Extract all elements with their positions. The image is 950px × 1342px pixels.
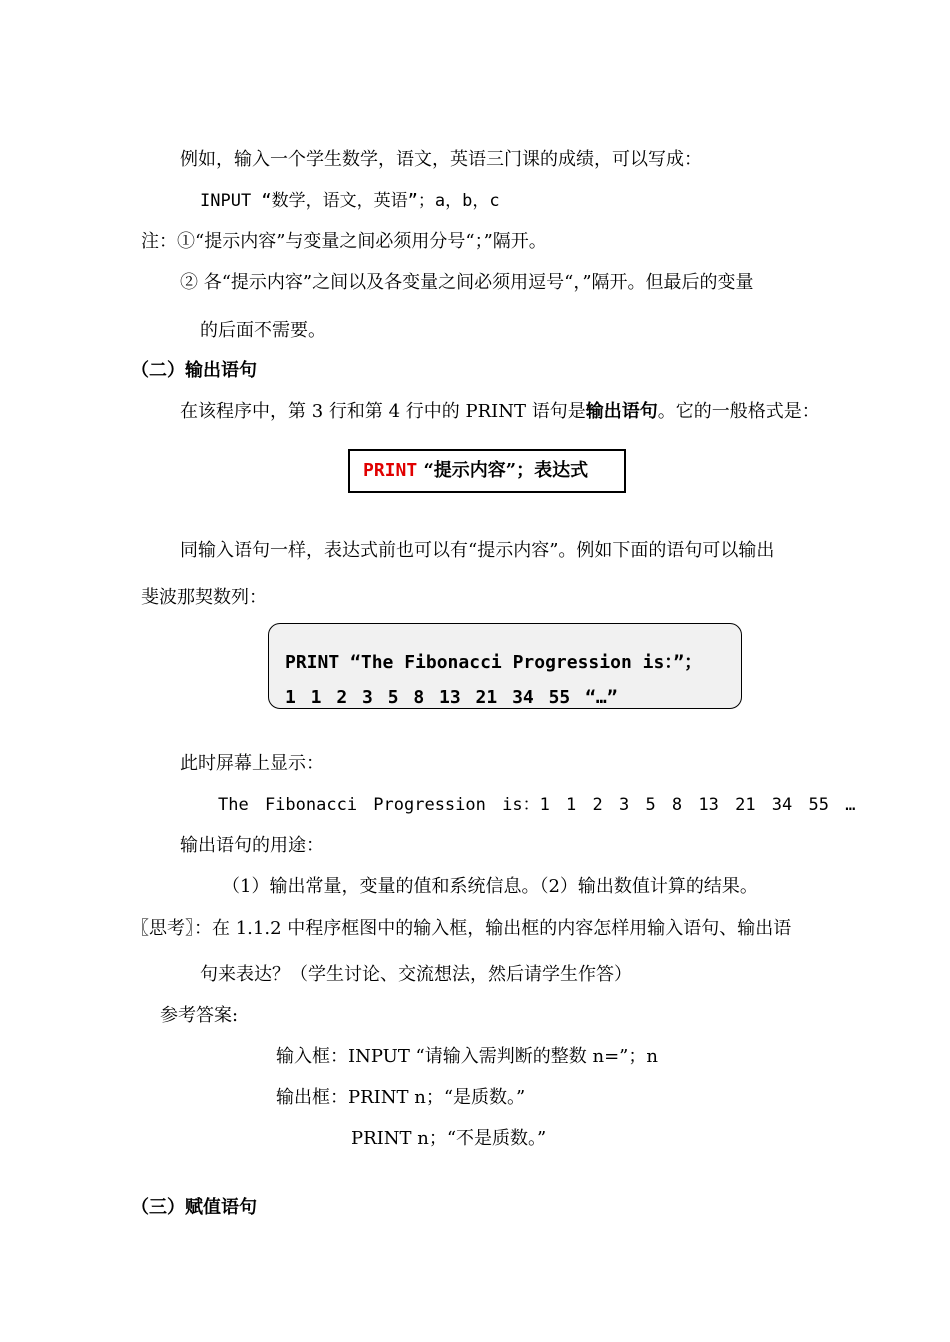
fibonacci-code-line-2: 1 1 2 3 5 8 13 21 34 55 “…” <box>285 687 618 708</box>
same-as-input-text: 同输入语句一样，表达式前也可以有“提示内容”。例如下面的语句可以输出 <box>180 540 775 561</box>
fibonacci-intro: 斐波那契数列： <box>141 587 267 608</box>
example-intro: 例如，输入一个学生数学，语文，英语三门课的成绩，可以写成： <box>180 149 702 170</box>
example-code: INPUT “数学，语文，英语”；a，b，c <box>200 191 500 211</box>
answer-title: 参考答案: <box>160 1005 239 1026</box>
section-2-title: （二）输出语句 <box>131 360 257 381</box>
print-intro-bold: 输出语句 <box>585 401 658 422</box>
note-1: 注：①“提示内容”与变量之间必须用分号“；”隔开。 <box>141 231 547 252</box>
note-2-continuation: 的后面不需要。 <box>200 320 326 341</box>
fibonacci-code-line-1: PRINT “The Fibonacci Progression is：”； <box>285 652 703 673</box>
print-format-rest: “提示内容”；表达式 <box>417 460 589 481</box>
think-question: 〖思考〗：在 1.1.2 中程序框图中的输入框，输出框的内容怎样用输入语句、输出语 <box>131 918 792 939</box>
fibonacci-code-box <box>268 623 742 709</box>
print-keyword: PRINT <box>363 460 418 481</box>
section-3-title: （三）赋值语句 <box>131 1197 257 1218</box>
screen-output: The Fibonacci Progression is：1 1 2 3 5 8 13 21 34 55 … <box>218 795 856 815</box>
screen-shows-label: 此时屏幕上显示： <box>180 753 324 774</box>
print-intro-part-a: 在该程序中，第 3 行和第 4 行中的 PRINT 语句是 <box>180 401 586 422</box>
usage-title: 输出语句的用途： <box>180 835 324 856</box>
answer-output-box-2: PRINT n；“不是质数。” <box>351 1128 547 1149</box>
print-intro-part-b: 。它的一般格式是： <box>657 401 820 422</box>
note-2: ② 各“提示内容”之间以及各变量之间必须用逗号“，”隔开。但最后的变量 <box>180 272 754 293</box>
usage-items: （1）输出常量，变量的值和系统信息。（2）输出数值计算的结果。 <box>222 876 758 897</box>
print-intro <box>180 401 820 423</box>
print-format-box <box>348 449 626 493</box>
print-format-text <box>363 460 588 482</box>
answer-output-box-1: 输出框：PRINT n；“是质数。” <box>276 1087 526 1108</box>
think-question-continuation: 句来表达？（学生讨论、交流想法，然后请学生作答） <box>200 964 632 985</box>
answer-input-box: 输入框：INPUT “请输入需判断的整数 n=”；n <box>276 1046 658 1067</box>
